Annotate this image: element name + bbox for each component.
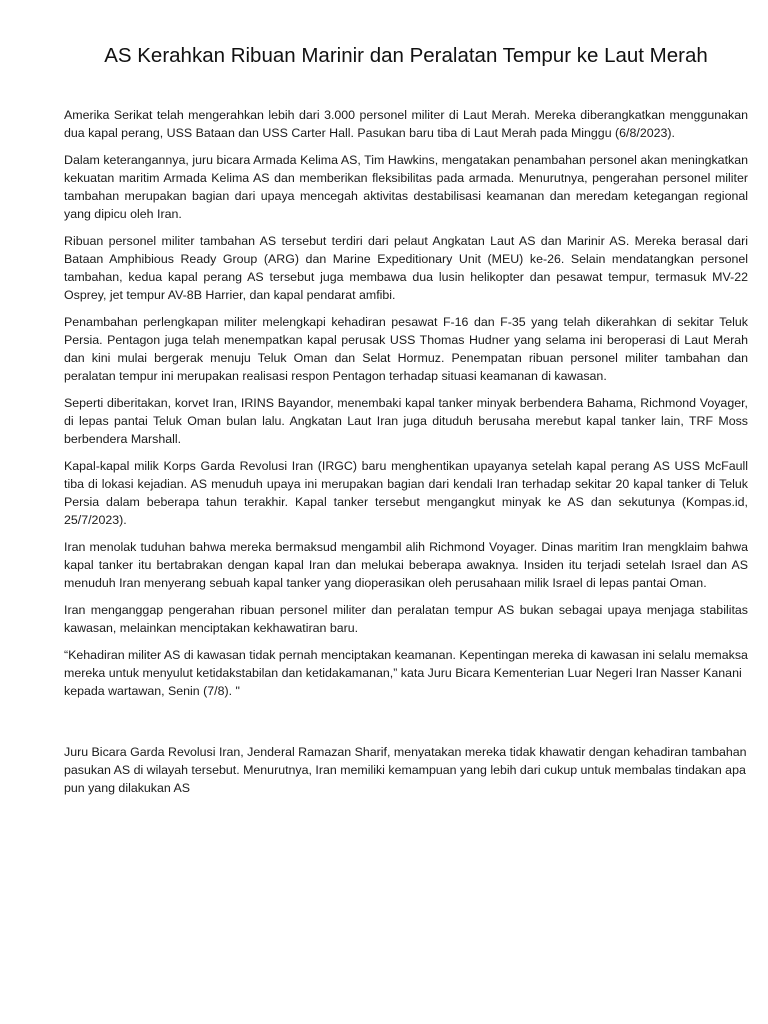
paragraph-8: Iran menganggap pengerahan ribuan personel militer dan peralatan tempur AS bukan sebagai upaya menjaga stabilitas kawasan, melainkan menciptakan kekhawatiran baru. — [64, 603, 748, 635]
paragraph-2: Dalam keterangannya, juru bicara Armada Kelima AS, Tim Hawkins, mengatakan penambahan personel akan meningkatkan kekuatan maritim Armada Kelima AS dan memberikan fleksibilitas pada armada. Menurutnya, pengerahan personel militer tambahan merupakan bagian dari upaya mencegah aktivitas destabilisasi keamanan dan meredam ketegangan regional yang dipicu oleh Iran. — [64, 153, 748, 221]
paragraph-7: Iran menolak tuduhan bahwa mereka bermaksud mengambil alih Richmond Voyager. Dinas maritim Iran mengklaim bahwa kapal tanker itu bertabrakan dengan kapal Iran dan melukai beberapa awaknya. Insiden itu terjadi setelah Israel dan AS menuduh Iran menyerang sebuah kapal tanker yang dioperasikan oleh perusahaan milik Israel di lepas pantai Oman. — [64, 540, 748, 590]
quote-paragraph: “Kehadiran militer AS di kawasan tidak pernah menciptakan keamanan. Kepentingan mereka di kawasan ini selalu memaksa mereka untuk menyulut ketidakstabilan dan ketidakamanan,” kata Juru Bicara Kementerian Luar Negeri Iran Nasser Kanani kepada wartawan, Senin (7/8). " — [64, 648, 748, 698]
paragraph-6: Kapal-kapal milik Korps Garda Revolusi Iran (IRGC) baru menghentikan upayanya setelah kapal perang AS USS McFaull tiba di lokasi kejadian. AS menuduh upaya ini merupakan bagian dari kendali Iran terhadap sekitar 20 kapal tanker di Teluk Persia dalam beberapa tahun terakhir. Kapal tanker tersebut mengangkut minyak ke AS dan sekutunya (Kompas.id, 25/7/2023). — [64, 459, 748, 527]
paragraph-3: Ribuan personel militer tambahan AS tersebut terdiri dari pelaut Angkatan Laut AS dan Marinir AS. Mereka berasal dari Bataan Amphibious Ready Group (ARG) dan Marine Expeditionary Unit (MEU) ke-26. Selain mendatangkan personel tambahan, kedua kapal perang AS tersebut juga membawa dua lusin helikopter dan pesawat tempur, termasuk MV-22 Osprey, jet tempur AV-8B Harrier, dan kapal pendarat amfibi. — [64, 234, 748, 302]
paragraph-10: Juru Bicara Garda Revolusi Iran, Jenderal Ramazan Sharif, menyatakan mereka tidak khawatir dengan kehadiran tambahan pasukan AS di wilayah tersebut. Menurutnya, Iran memiliki kemampuan yang lebih dari cukup untuk membalas tindakan apa pun yang dilakukan AS — [64, 745, 747, 795]
paragraph-4: Penambahan perlengkapan militer melengkapi kehadiran pesawat F-16 dan F-35 yang telah dikerahkan di sekitar Teluk Persia. Pentagon juga telah menempatkan kapal perusak USS Thomas Hudner yang selama ini beroperasi di Laut Merah dan kini mulai bergerak menuju Teluk Oman dan Selat Hormuz. Penempatan ribuan personel militer tambahan dan peralatan tempur ini merupakan realisasi respon Pentagon terhadap situasi keamanan di kawasan. — [64, 315, 748, 383]
document-title: AS Kerahkan Ribuan Marinir dan Peralatan Tempur ke Laut Merah — [104, 44, 708, 67]
blank-spacer — [64, 709, 748, 743]
document-body — [64, 106, 748, 806]
paragraph-5: Seperti diberitakan, korvet Iran, IRINS Bayandor, menembaki kapal tanker minyak berbendera Bahama, Richmond Voyager, di lepas pantai Teluk Oman bulan lalu. Angkatan Laut Iran juga dituduh berusaha merebut kapal tanker lain, TRF Moss berbendera Marshall. — [64, 396, 748, 446]
paragraph-1: Amerika Serikat telah mengerahkan lebih dari 3.000 personel militer di Laut Merah. Mereka diberangkatkan menggunakan dua kapal perang, USS Bataan dan USS Carter Hall. Pasukan baru tiba di Laut Merah pada Minggu (6/8/2023). — [64, 108, 748, 140]
